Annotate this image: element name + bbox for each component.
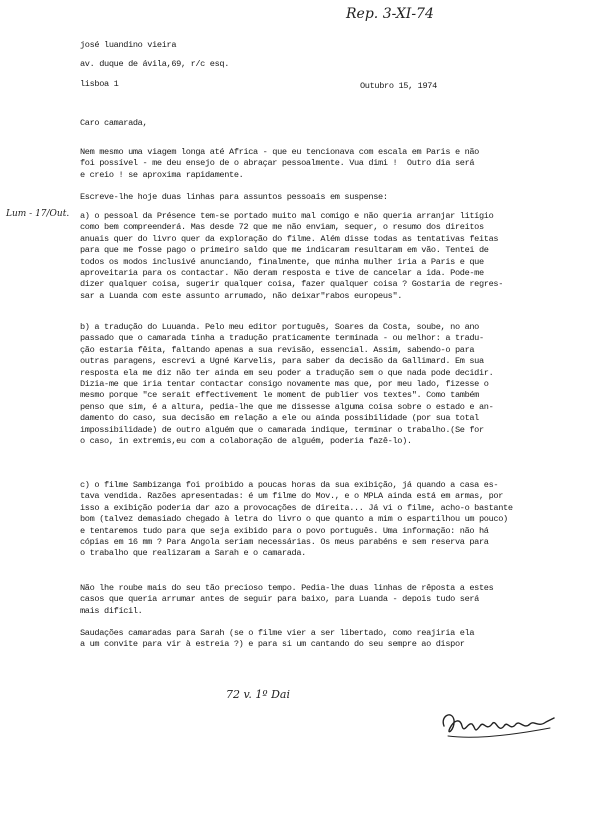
text-line: penso que sim, é a altura, pedia-lhe que me dissesse alguma coisa sobre o estado e an-: [80, 401, 494, 412]
text-line: mais difícil.: [80, 605, 143, 616]
text-line: ção estaria fêita, faltando apenas a sua revisão, essencial. Assim, sabendo-o para: [80, 344, 475, 355]
text-line: foi possível - me deu ensejo de o abraçar pessoalmente. Vua dimi ! Outro dia será: [80, 158, 475, 169]
text-line: Escreve-lhe hoje duas linhas para assuntos pessoais em suspense:: [80, 192, 388, 202]
text-line: dizer qualquer coisa, sugerir qualquer coisa, fazer qualquer coisa ? Gostaria de regres-: [80, 279, 504, 290]
text-line: tava vendida. Razões apresentadas: é um filme do Mov., e o MPLA ainda está em armas, por: [80, 491, 504, 502]
text-line: o caso, in extremis,eu com a colaboração de alguém, poderia fazê-lo).: [80, 436, 412, 447]
text-line: b) a tradução do Luuanda. Pelo meu editor português, Soares da Costa, soube, no ano: [80, 322, 479, 332]
paragraph-c: [80, 480, 560, 560]
salutation: Caro camarada,: [80, 118, 148, 128]
text-line: Saudações camaradas para Sarah (se o filme vier a ser libertado, como reajiria ela: [80, 628, 475, 638]
handwritten-margin-note: Lum - 17/Out.: [6, 209, 70, 219]
text-line: outras paragens, escrevi a Ugné Karvelis, para saber da decisão da Gallimard. Em sua: [80, 356, 484, 367]
text-line: e creio ! se aproxima rapidamente.: [80, 169, 244, 180]
paragraph-intro: [80, 147, 560, 181]
text-line: cópias em 16 mm ? Para Angola seriam necessárias. Os meus parabéns e sem reserva para: [80, 537, 489, 548]
letter-date: Outubro 15, 1974: [360, 81, 437, 91]
text-line: e tentaremos tudo para que seja exibido para o povo português. Uma informação: não há: [80, 525, 489, 536]
text-line: passado que o camarada tinha a tradução praticamente terminada - ou melhor: a tradu-: [80, 333, 484, 344]
text-line: damento do caso, sua decisão em relação a ele ou ainda possibilidade (por sua total: [80, 413, 479, 424]
text-line: mesmo porque "ce serait effectivement le moment de publier vos textes". Como também: [80, 390, 479, 401]
text-line: como bem compreenderá. Mas desde 72 que me não enviam, sequer, o resumo dos direitos: [80, 222, 484, 233]
handwritten-reply-note: Rep. 3-XI-74: [346, 6, 434, 22]
paragraph-b: [80, 322, 560, 447]
paragraph-subject: [80, 192, 560, 203]
text-line: todos os modos inclusivé anunciando, finalmente, que minha mulher iria a Paris e que: [80, 256, 484, 267]
sender-address: av. duque de ávila,69, r/c esq.: [80, 59, 230, 69]
handwritten-signature: [438, 706, 558, 746]
text-line: aproveitaria para os contactar. Não deram resposta e tive de cancelar a ida. Pode-me: [80, 268, 484, 279]
handwritten-bottom-note: 72 v. 1º Dai: [226, 688, 290, 701]
text-line: a) o pessoal da Présence tem-se portado muito mal comigo e não queria arranjar litígio: [80, 211, 494, 221]
text-line: a um convite para vir à estreia ?) e para si um cantando do seu sempre ao dispor: [80, 639, 465, 650]
text-line: Nem mesmo uma viagem longa até Africa - que eu tencionava com escala em Paris e não: [80, 147, 479, 157]
sender-city: lisboa 1: [80, 79, 119, 89]
text-line: impossibilidade) de outro alguém que o camarada indique, terminar o trabalho.(Se for: [80, 424, 484, 435]
text-line: anuais quer do livro quer da exploração do filme. Além disse todas as tentativas feitas: [80, 233, 499, 244]
paragraph-a: [80, 211, 560, 302]
text-line: Não lhe roube mais do seu tão precioso tempo. Pedia-lhe duas linhas de rêposta a estes: [80, 583, 494, 593]
text-line: isso a exibição poderia dar azo a provocações de direita... Já vi o filme, acho-o bastante: [80, 502, 513, 513]
text-line: para que me fosse pago o primeiro saldo que me indicaram resultaram em vão. Tentei de: [80, 245, 489, 256]
paragraph-greetings: [80, 628, 560, 651]
sender-name: josé luandino vieira: [80, 40, 177, 50]
text-line: bom (talvez demasiado chegado à letra do livro o que quanto a mim o espartilhou um pouco): [80, 514, 508, 525]
text-line: c) o filme Sambizanga foi proibido a poucas horas da sua exibição, já quando a casa es-: [80, 480, 499, 490]
text-line: Dizia-me que iria tentar contactar consigo novamente mas que, por meu lado, fizesse o: [80, 379, 489, 390]
text-line: o trabalho que realizaram a Sarah e o camarada.: [80, 548, 306, 559]
text-line: casos que queria arrumar antes de seguir para baixo, para Luanda - depois tudo será: [80, 594, 479, 605]
text-line: sar a Luanda com este assunto arrumado, não deixar"rabos europeus".: [80, 290, 403, 301]
paragraph-closing: [80, 583, 560, 617]
text-line: resposta ela me diz não ter ainda em seu poder a tradução sem o que nada pode decidir.: [80, 367, 494, 378]
